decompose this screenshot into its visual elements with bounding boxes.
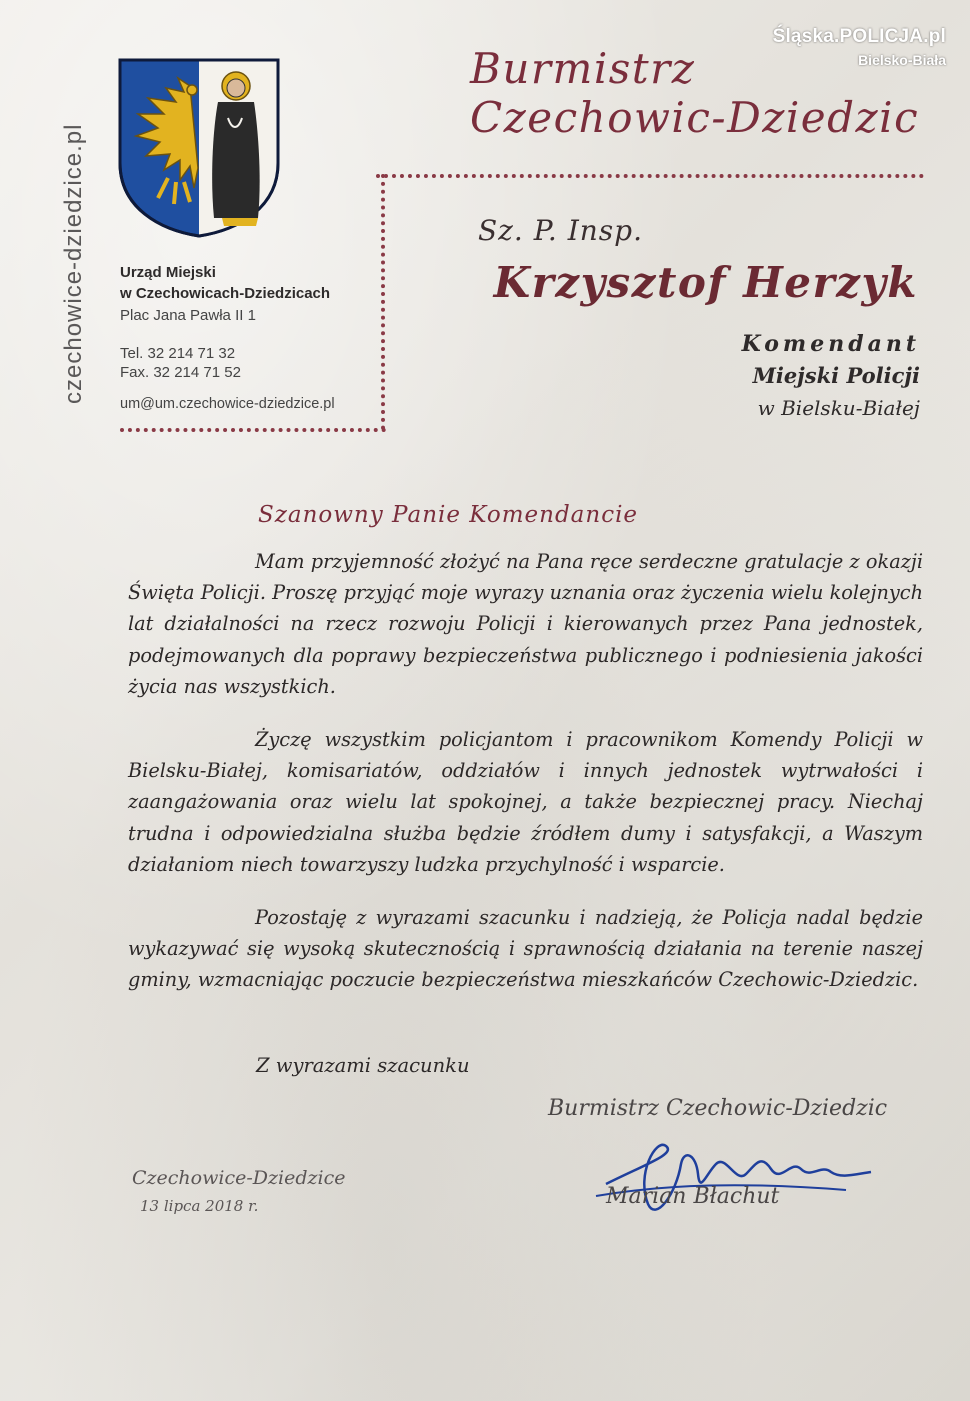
letter-paragraph: Życzę wszystkim policjantom i pracownikom Komendy Policji w Bielsku-Białej, komisariatów, oddziałów i innych jednostek wytrwałości i zaangażowania oraz wielu lat spokojnej, a także bezpiecznej pracy. Niechaj trudna i odpowiedzialna służba będzie źródłem dumy i satysfakcji, a Waszym działaniom niech towarzyszy ludzka przychylność i wsparcie. <box>128 728 923 876</box>
addressee-role-line3: w Bielsku-Białej <box>757 396 920 420</box>
watermark-site: Śląska.POLICJA.pl <box>772 26 946 47</box>
date: 13 lipca 2018 r. <box>140 1197 259 1215</box>
office-email: um@um.czechowice-dziedzice.pl <box>120 396 335 412</box>
dotted-divider-vertical <box>381 174 385 430</box>
letterhead-line1: Burmistrz <box>470 44 696 93</box>
addressee-role-line2: Miejski Policji <box>752 363 920 388</box>
office-fax: Fax. 32 214 71 52 <box>120 364 241 381</box>
letter-closing: Z wyrazami szacunku <box>256 1054 470 1077</box>
office-name-line1: Urząd Miejski <box>120 264 216 281</box>
office-tel: Tel. 32 214 71 32 <box>120 345 236 362</box>
addressee-role <box>742 330 920 423</box>
coat-of-arms-icon <box>118 58 280 238</box>
letterhead-title <box>470 44 930 142</box>
dotted-divider-bottom <box>120 428 386 432</box>
addressee-name: Krzysztof Herzyk <box>493 258 918 307</box>
office-contact <box>120 262 380 412</box>
signature-icon <box>586 1124 886 1224</box>
dotted-divider-top <box>376 174 924 178</box>
signer-name: Marian Błachut <box>606 1184 780 1209</box>
letter-paragraph: Pozostaję z wyrazami szacunku i nadzieją, że Policja nadal będzie wykazywać się wysoką skutecznością i sprawnością działania na terenie naszej gminy, wzmacniając poczucie bezpieczeństwa mieszkańców Czechowic-Dziedzic. <box>128 906 923 992</box>
letter-body <box>128 546 923 1018</box>
side-url: czechowice-dziedzice.pl <box>60 123 87 404</box>
letterhead-line2: Czechowic-Dziedzic <box>470 93 920 142</box>
place: Czechowice-Dziedzice <box>132 1167 346 1189</box>
office-address: Plac Jana Pawła II 1 <box>120 307 256 324</box>
addressee-role-line1: Komendant <box>741 331 920 357</box>
addressee-salutation: Sz. P. Insp. <box>478 214 643 247</box>
place-date <box>132 1164 345 1220</box>
letter-greeting: Szanowny Panie Komendancie <box>258 502 639 528</box>
letter-paragraph: Mam przyjemność złożyć na Pana ręce serdeczne gratulacje z okazji Święta Policji. Proszę przyjąć moje wyrazy uznania oraz życzenia wielu kolejnych lat działalności na rzecz rozwoju Policji i kierowanych przez Pana jednostek, podejmowanych dla poprawy bezpieczeństwa publicznego i podniesienia jakości życia nas wszystkich. <box>128 550 923 698</box>
watermark-city: Bielsko-Biała <box>858 52 946 68</box>
signer-title: Burmistrz Czechowic-Dziedzic <box>548 1096 888 1121</box>
office-name-line2: w Czechowicach-Dziedzicach <box>120 285 331 302</box>
